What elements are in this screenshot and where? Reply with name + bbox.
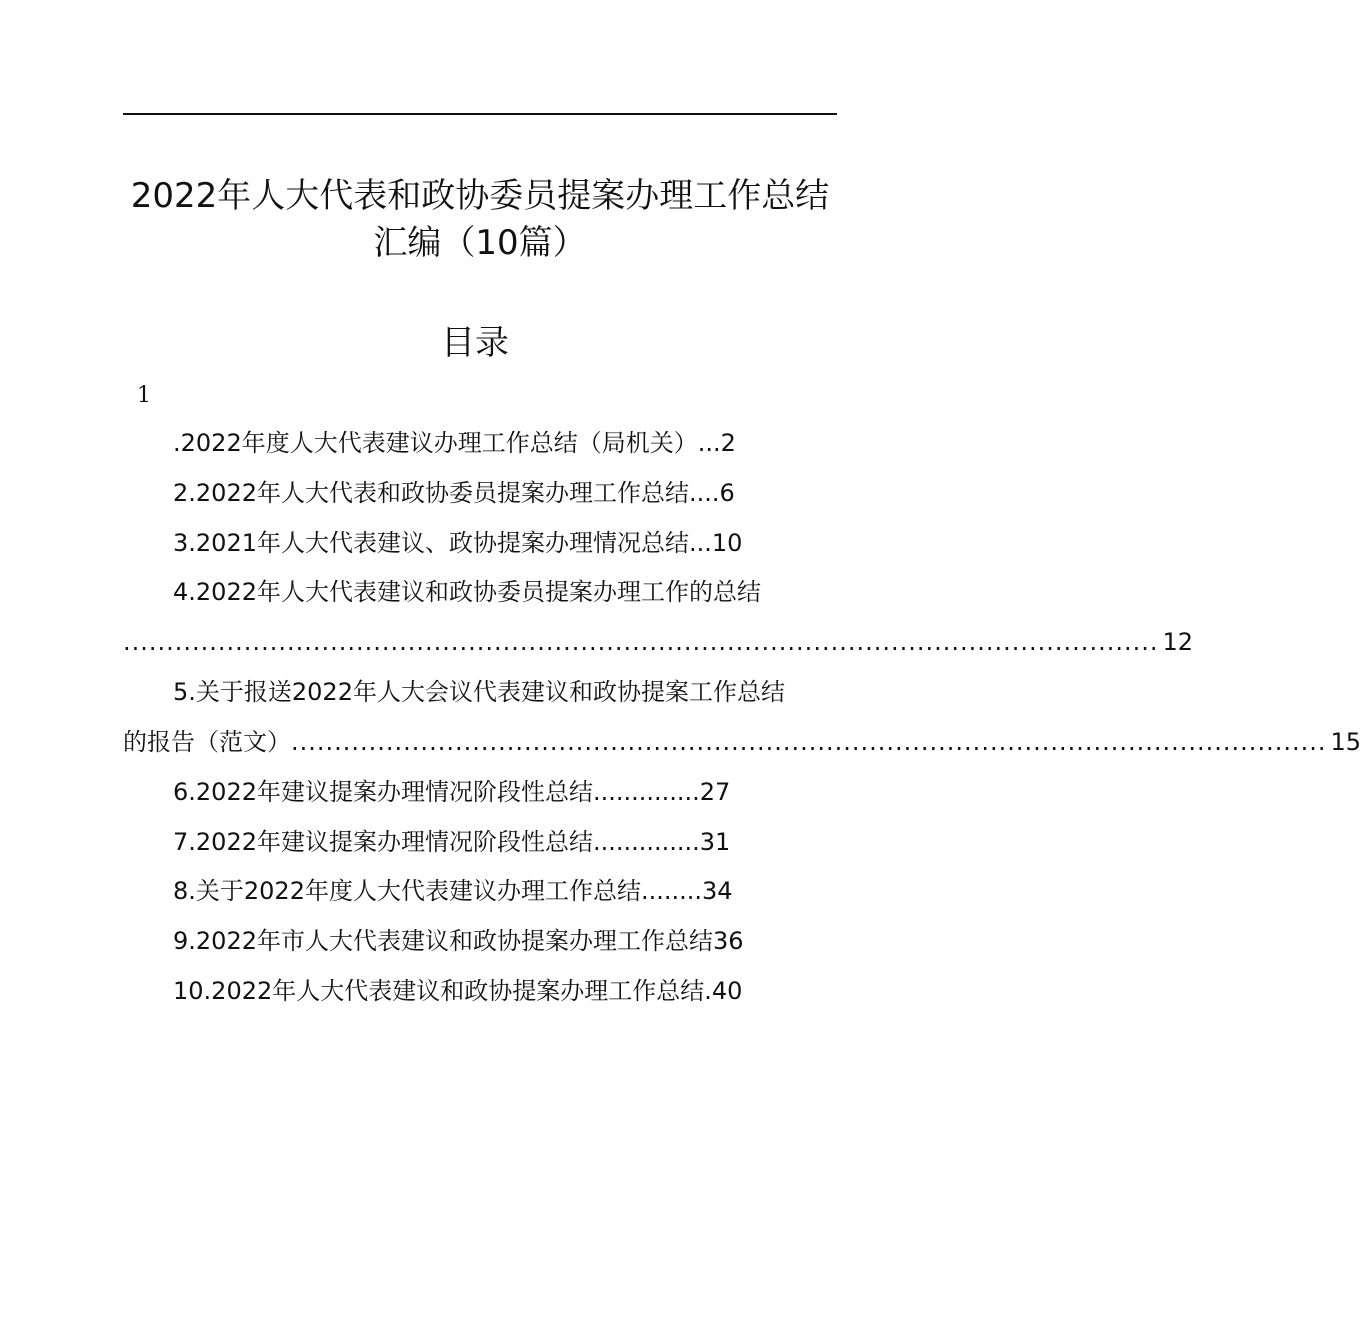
toc-entry-7[interactable]: 7.2022年建议提案办理情况阶段性总结..............31: [173, 828, 731, 856]
page-number: 12: [1162, 628, 1194, 656]
toc-entry-5[interactable]: 5.关于报送2022年人大会议代表建议和政协提案工作总结: [173, 678, 785, 706]
stray-number: 1: [137, 383, 151, 408]
toc-entry-8[interactable]: 8.关于2022年度人大代表建议办理工作总结........34: [173, 877, 733, 905]
document-title-line-1: 2022年人大代表和政协委员提案办理工作总结: [130, 176, 830, 216]
toc-entry-10[interactable]: 10.2022年人大代表建议和政协提案办理工作总结.40: [173, 977, 743, 1005]
header-rule: [123, 113, 837, 115]
toc-entry-1[interactable]: .2022年度人大代表建议办理工作总结（局机关）...2: [173, 429, 736, 457]
dot-leader: ........................................................................................................................: [291, 728, 1327, 756]
dot-leader: ........................................................................................................................: [123, 628, 1159, 656]
toc-entry-4-leader[interactable]: [123, 624, 1194, 660]
document-title-line-2: 汇编（10篇）: [373, 223, 587, 263]
toc-entry-2[interactable]: 2.2022年人大代表和政协委员提案办理工作总结....6: [173, 479, 735, 507]
toc-entry-9[interactable]: 9.2022年市人大代表建议和政协提案办理工作总结36: [173, 927, 744, 955]
toc-entry-4[interactable]: 4.2022年人大代表建议和政协委员提案办理工作的总结: [173, 578, 761, 606]
toc-heading: 目录: [441, 323, 509, 363]
toc-entry-5-leader[interactable]: [123, 724, 1361, 760]
toc-entry-5-continuation: 的报告（范文）: [123, 728, 291, 756]
page-number: 15: [1330, 728, 1361, 756]
toc-entry-6[interactable]: 6.2022年建议提案办理情况阶段性总结..............27: [173, 778, 731, 806]
toc-entry-3[interactable]: 3.2021年人大代表建议、政协提案办理情况总结...10: [173, 529, 743, 557]
